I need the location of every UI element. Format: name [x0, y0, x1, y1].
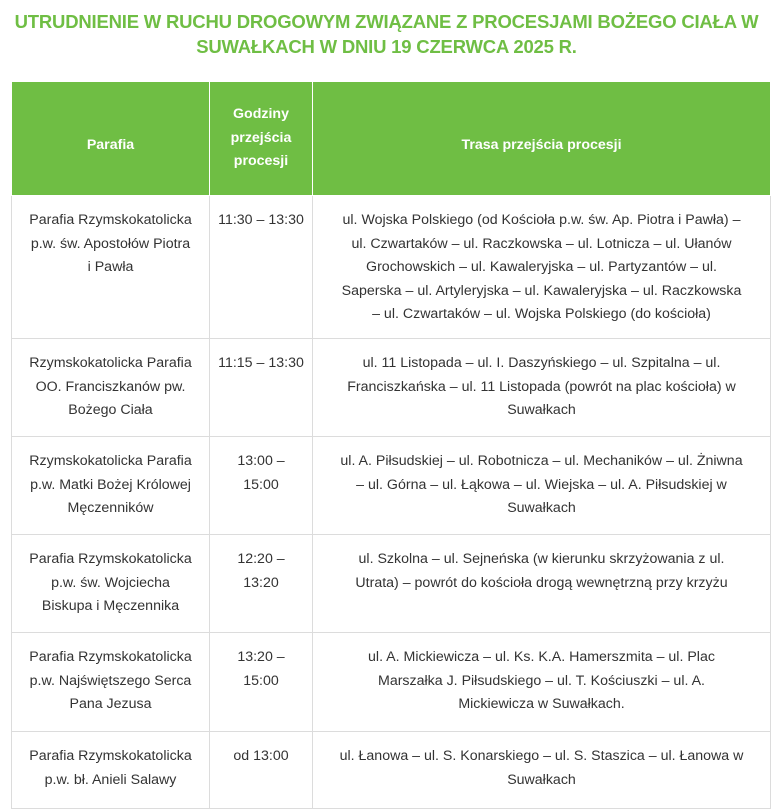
hours-line: 11:30 – 13:30 — [218, 212, 304, 228]
parish-cell — [12, 535, 210, 633]
parish-line: p.w. św. Wojciecha — [51, 574, 170, 591]
parish-cell — [12, 633, 210, 732]
route-line: – ul. Czwartaków – ul. Wojska Polskiego (do kościoła) — [372, 306, 711, 322]
hours-line: 12:20 – — [237, 551, 285, 567]
route-cell — [313, 633, 771, 732]
route-cell — [313, 437, 771, 535]
page-title — [0, 9, 773, 59]
parish-line: Parafia Rzymskokatolicka — [29, 748, 192, 764]
header-hours-line-3: procesji — [233, 153, 289, 170]
table-row — [12, 535, 771, 633]
route-cell — [313, 535, 771, 633]
hours-cell — [210, 535, 313, 633]
header-parish — [12, 82, 210, 196]
parish-line: Bożego Ciała — [68, 402, 153, 418]
header-hours — [210, 82, 313, 196]
route-line: ul. Czwartaków – ul. Raczkowska – ul. Lotnicza – ul. Ułanów — [351, 235, 732, 252]
parish-line: p.w. Najświętszego Serca — [29, 672, 192, 689]
parish-line: p.w. św. Apostołów Piotra — [30, 235, 191, 252]
parish-line: Parafia Rzymskokatolicka — [29, 551, 192, 567]
procession-schedule-table — [11, 81, 771, 809]
header-route-label: Trasa przejścia procesji — [461, 137, 622, 154]
hours-cell — [210, 437, 313, 535]
route-cell — [313, 339, 771, 437]
route-line: Marszałka J. Piłsudskiego – ul. T. Kościuszki – ul. A. — [378, 672, 705, 689]
parish-line: Rzymskokatolicka Parafia — [29, 355, 192, 371]
route-line: Suwałkach — [507, 771, 576, 788]
route-line: – ul. Górna – ul. Łąkowa – ul. Wiejska – ul. A. Piłsudskiej w — [356, 476, 727, 493]
hours-line: 15:00 — [243, 476, 279, 493]
route-line: ul. 11 Listopada – ul. I. Daszyńskiego – ul. Szpitalna – ul. — [362, 355, 721, 371]
hours-line: 15:00 — [243, 672, 279, 689]
parish-line: Parafia Rzymskokatolicka — [29, 212, 192, 228]
parish-line: p.w. bł. Anieli Salawy — [44, 771, 177, 788]
parish-line: i Pawła — [87, 259, 134, 275]
table-row — [12, 339, 771, 437]
route-line: Franciszkańska – ul. 11 Listopada (powrót na plac kościoła) w — [347, 378, 736, 395]
route-line: Grochowskich – ul. Kawaleryjska – ul. Partyzantów – ul. — [366, 259, 717, 275]
hours-cell — [210, 633, 313, 732]
parish-line: p.w. Matki Bożej Królowej — [30, 476, 191, 493]
parish-line: Męczenników — [67, 500, 154, 516]
hours-line: 13:20 — [243, 574, 279, 591]
route-line: ul. A. Mickiewicza – ul. Ks. K.A. Hamerszmita – ul. Plac — [368, 649, 715, 665]
route-line: Saperska – ul. Artyleryjska – ul. Kawaleryjska – ul. Raczkowska — [341, 282, 742, 299]
header-hours-line-2: przejścia — [230, 129, 292, 146]
route-cell — [313, 196, 771, 339]
hours-cell — [210, 732, 313, 809]
parish-line: Pana Jezusa — [69, 696, 152, 712]
hours-line: 13:20 – — [237, 649, 285, 665]
parish-cell — [12, 732, 210, 809]
route-line: ul. A. Piłsudskiej – ul. Robotnicza – ul. Mechaników – ul. Żniwna — [340, 453, 743, 469]
route-line: ul. Wojska Polskiego (od Kościoła p.w. św. Ap. Piotra i Pawła) – — [342, 212, 741, 228]
route-line: ul. Łanowa – ul. S. Konarskiego – ul. S. Staszica – ul. Łanowa w — [339, 748, 744, 764]
route-line: Suwałkach — [507, 500, 576, 516]
hours-cell — [210, 196, 313, 339]
hours-cell — [210, 339, 313, 437]
table-row — [12, 196, 771, 339]
header-route — [313, 82, 771, 196]
parish-line: OO. Franciszkanów pw. — [35, 378, 186, 395]
parish-line: Parafia Rzymskokatolicka — [29, 649, 192, 665]
table-row — [12, 633, 771, 732]
route-line: Suwałkach — [507, 402, 576, 418]
table-row — [12, 437, 771, 535]
parish-line: Rzymskokatolicka Parafia — [29, 453, 192, 469]
route-cell — [313, 732, 771, 809]
table-row — [12, 732, 771, 809]
route-line: Utrata) – powrót do kościoła drogą wewnętrzną przy krzyżu — [355, 574, 728, 591]
hours-line: 11:15 – 13:30 — [218, 355, 304, 371]
hours-line: od 13:00 — [233, 748, 289, 764]
route-line: ul. Szkolna – ul. Sejneńska (w kierunku skrzyżowania z ul. — [358, 551, 725, 567]
parish-cell — [12, 339, 210, 437]
parish-line: Biskupa i Męczennika — [41, 598, 180, 614]
hours-line: 13:00 – — [237, 453, 285, 469]
table-header-row — [12, 82, 771, 196]
page-title-line-1: UTRUDNIENIE W RUCHU DROGOWYM ZWIĄZANE Z PROCESJAMI BOŻEGO CIAŁA W — [14, 11, 759, 32]
header-parish-label: Parafia — [86, 137, 135, 154]
header-hours-line-1: Godziny — [233, 106, 289, 123]
page-title-line-2: SUWAŁKACH W DNIU 19 CZERWCA 2025 R. — [196, 36, 577, 57]
route-line: Mickiewicza w Suwałkach. — [458, 696, 625, 712]
parish-cell — [12, 196, 210, 339]
parish-cell — [12, 437, 210, 535]
